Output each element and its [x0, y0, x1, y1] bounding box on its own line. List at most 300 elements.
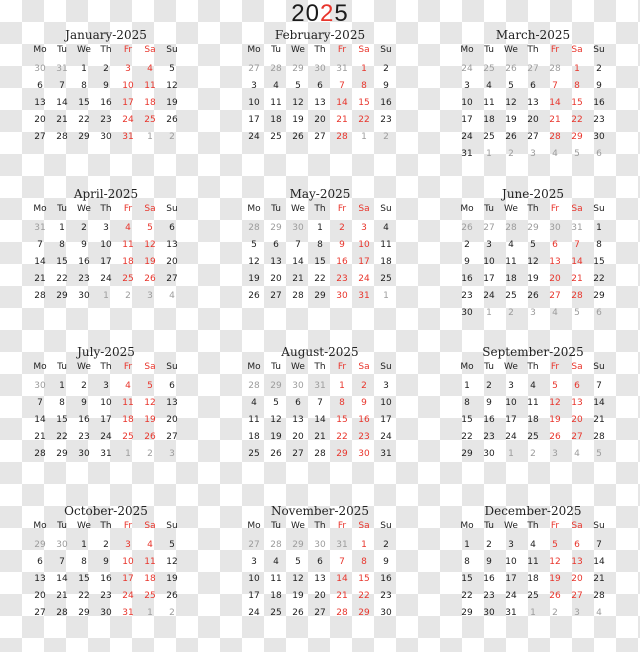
day-cell: 17: [358, 257, 370, 267]
day-cell: 6: [552, 240, 558, 250]
day-cell: 27: [34, 132, 46, 142]
day-cell: 15: [56, 415, 68, 425]
weekday-header: Sa: [358, 204, 370, 214]
day-cell: 26: [292, 132, 304, 142]
day-cell: 17: [100, 415, 112, 425]
day-cell: 22: [461, 591, 473, 601]
day-cell: 1: [147, 608, 153, 618]
weekday-header: Fr: [550, 362, 560, 372]
day-cell: 14: [593, 398, 605, 408]
day-cell: 30: [78, 291, 90, 301]
day-cell: 3: [103, 381, 109, 391]
weekday-header: Th: [100, 362, 112, 372]
month-title: March-2025: [495, 28, 571, 42]
day-cell: 2: [81, 381, 87, 391]
day-cell: 1: [361, 64, 367, 74]
day-cell: 1: [383, 291, 389, 301]
weekday-header: Tu: [271, 45, 281, 55]
day-cell: 28: [34, 449, 46, 459]
day-cell: 2: [103, 540, 109, 550]
month-title: August-2025: [281, 345, 359, 359]
day-cell: 29: [292, 64, 304, 74]
day-cell: 28: [505, 223, 517, 233]
year-digit-accent: 2: [319, 0, 335, 27]
day-cell: 27: [527, 132, 539, 142]
weekday-header: Sa: [144, 204, 156, 214]
day-cell: 27: [314, 608, 326, 618]
day-cell: 25: [270, 608, 282, 618]
day-cell: 10: [100, 240, 112, 250]
day-cell: 18: [527, 574, 539, 584]
day-cell: 11: [122, 240, 134, 250]
weekday-header: We: [77, 521, 91, 531]
weekday-header: Sa: [358, 521, 370, 531]
day-cell: 10: [505, 398, 517, 408]
day-cell: 11: [505, 257, 517, 267]
day-cell: 21: [593, 415, 605, 425]
day-cell: 5: [295, 81, 301, 91]
day-cell: 9: [81, 240, 87, 250]
day-cell: 19: [144, 415, 156, 425]
day-cell: 27: [571, 591, 583, 601]
day-cell: 4: [147, 540, 153, 550]
day-cell: 11: [270, 98, 282, 108]
day-cell: 18: [505, 274, 517, 284]
day-cell: 1: [464, 540, 470, 550]
day-cell: 12: [505, 98, 517, 108]
day-cell: 25: [144, 115, 156, 125]
day-cell: 28: [248, 381, 260, 391]
day-cell: 6: [574, 381, 580, 391]
day-cell: 24: [122, 115, 134, 125]
day-cell: 26: [505, 132, 517, 142]
day-cell: 6: [37, 557, 43, 567]
day-cell: 1: [486, 149, 492, 159]
day-cell: 27: [549, 291, 561, 301]
weekday-header: We: [77, 45, 91, 55]
day-cell: 29: [571, 132, 583, 142]
day-cell: 15: [336, 415, 348, 425]
weekday-header: Mo: [33, 45, 47, 55]
day-cell: 2: [530, 449, 536, 459]
weekday-header: Tu: [484, 521, 494, 531]
day-cell: 7: [295, 240, 301, 250]
day-cell: 30: [100, 132, 112, 142]
day-cell: 26: [505, 64, 517, 74]
day-cell: 12: [292, 98, 304, 108]
day-cell: 1: [574, 64, 580, 74]
month-title: December-2025: [484, 504, 582, 518]
day-cell: 9: [103, 81, 109, 91]
day-cell: 19: [549, 415, 561, 425]
weekday-header: We: [291, 204, 305, 214]
day-cell: 2: [486, 540, 492, 550]
day-cell: 19: [270, 432, 282, 442]
month-title: May-2025: [289, 187, 351, 201]
day-cell: 3: [552, 449, 558, 459]
weekday-header: Su: [380, 204, 392, 214]
day-cell: 30: [336, 291, 348, 301]
day-cell: 2: [383, 540, 389, 550]
day-cell: 26: [166, 115, 178, 125]
weekday-header: Tu: [484, 362, 494, 372]
day-cell: 7: [317, 398, 323, 408]
weekday-header: Sa: [358, 45, 370, 55]
weekday-header: Th: [527, 45, 539, 55]
day-cell: 6: [596, 308, 602, 318]
day-cell: 24: [122, 591, 134, 601]
day-cell: 19: [527, 274, 539, 284]
weekday-header: We: [291, 362, 305, 372]
weekday-header: Sa: [571, 521, 583, 531]
day-cell: 31: [122, 132, 134, 142]
day-cell: 30: [593, 132, 605, 142]
day-cell: 18: [527, 415, 539, 425]
day-cell: 15: [593, 257, 605, 267]
day-cell: 2: [169, 608, 175, 618]
day-cell: 28: [571, 291, 583, 301]
day-cell: 27: [166, 432, 178, 442]
day-cell: 7: [339, 557, 345, 567]
day-cell: 14: [314, 415, 326, 425]
day-cell: 5: [273, 398, 279, 408]
day-cell: 28: [270, 540, 282, 550]
day-cell: 9: [486, 398, 492, 408]
day-cell: 29: [461, 449, 473, 459]
day-cell: 15: [358, 574, 370, 584]
day-cell: 19: [292, 591, 304, 601]
day-cell: 7: [596, 540, 602, 550]
day-cell: 1: [81, 540, 87, 550]
day-cell: 6: [37, 81, 43, 91]
weekday-header: Tu: [484, 45, 494, 55]
day-cell: 6: [169, 223, 175, 233]
day-cell: 17: [248, 115, 260, 125]
day-cell: 19: [144, 257, 156, 267]
day-cell: 29: [78, 132, 90, 142]
day-cell: 31: [34, 223, 46, 233]
weekday-header: Th: [314, 45, 326, 55]
day-cell: 28: [270, 64, 282, 74]
day-cell: 22: [571, 115, 583, 125]
day-cell: 15: [358, 98, 370, 108]
day-cell: 23: [380, 115, 392, 125]
day-cell: 22: [78, 115, 90, 125]
day-cell: 1: [596, 223, 602, 233]
day-cell: 20: [571, 415, 583, 425]
day-cell: 29: [56, 449, 68, 459]
day-cell: 27: [270, 291, 282, 301]
weekday-header: Mo: [460, 204, 474, 214]
day-cell: 27: [34, 608, 46, 618]
day-cell: 14: [56, 98, 68, 108]
day-cell: 5: [169, 540, 175, 550]
month-calendar: [456, 185, 610, 335]
day-cell: 29: [292, 540, 304, 550]
day-cell: 19: [549, 574, 561, 584]
weekday-header: Mo: [247, 362, 261, 372]
day-cell: 3: [574, 608, 580, 618]
day-cell: 16: [78, 415, 90, 425]
day-cell: 2: [596, 64, 602, 74]
day-cell: 31: [314, 381, 326, 391]
weekday-header: Th: [527, 521, 539, 531]
weekday-header: Sa: [144, 362, 156, 372]
day-cell: 20: [314, 115, 326, 125]
day-cell: 3: [169, 449, 175, 459]
day-cell: 9: [361, 398, 367, 408]
month-calendar: [243, 343, 397, 493]
weekday-header: Th: [527, 204, 539, 214]
day-cell: 22: [336, 432, 348, 442]
month-calendar: [456, 343, 610, 493]
day-cell: 24: [380, 432, 392, 442]
day-cell: 17: [461, 115, 473, 125]
day-cell: 21: [549, 115, 561, 125]
day-cell: 26: [270, 449, 282, 459]
weekday-header: Fr: [337, 204, 347, 214]
day-cell: 29: [593, 291, 605, 301]
day-cell: 13: [34, 574, 46, 584]
day-cell: 26: [527, 291, 539, 301]
day-cell: 4: [552, 308, 558, 318]
weekday-header: Tu: [484, 204, 494, 214]
day-cell: 28: [593, 432, 605, 442]
day-cell: 4: [574, 449, 580, 459]
day-cell: 23: [78, 274, 90, 284]
day-cell: 28: [336, 132, 348, 142]
day-cell: 13: [166, 398, 178, 408]
day-cell: 25: [483, 132, 495, 142]
month-title: February-2025: [274, 28, 366, 42]
day-cell: 14: [34, 415, 46, 425]
day-cell: 6: [317, 81, 323, 91]
day-cell: 13: [549, 257, 561, 267]
day-cell: 17: [505, 415, 517, 425]
day-cell: 4: [486, 81, 492, 91]
day-cell: 23: [380, 591, 392, 601]
weekday-header: We: [77, 204, 91, 214]
day-cell: 31: [100, 449, 112, 459]
day-cell: 30: [34, 64, 46, 74]
weekday-header: We: [504, 521, 518, 531]
day-cell: 23: [483, 432, 495, 442]
day-cell: 12: [292, 574, 304, 584]
day-cell: 24: [483, 291, 495, 301]
day-cell: 26: [461, 223, 473, 233]
day-cell: 12: [270, 415, 282, 425]
day-cell: 31: [461, 149, 473, 159]
day-cell: 2: [383, 132, 389, 142]
day-cell: 3: [251, 557, 257, 567]
day-cell: 27: [166, 274, 178, 284]
day-cell: 25: [144, 591, 156, 601]
day-cell: 16: [483, 574, 495, 584]
day-cell: 15: [56, 257, 68, 267]
day-cell: 14: [56, 574, 68, 584]
day-cell: 4: [251, 398, 257, 408]
weekday-header: Fr: [550, 45, 560, 55]
day-cell: 11: [122, 398, 134, 408]
day-cell: 31: [56, 64, 68, 74]
day-cell: 28: [248, 223, 260, 233]
day-cell: 14: [336, 98, 348, 108]
day-cell: 6: [169, 381, 175, 391]
day-cell: 25: [122, 432, 134, 442]
day-cell: 2: [486, 381, 492, 391]
day-cell: 25: [527, 432, 539, 442]
month-title: July-2025: [77, 345, 135, 359]
day-cell: 30: [483, 449, 495, 459]
day-cell: 28: [56, 608, 68, 618]
day-cell: 31: [505, 608, 517, 618]
day-cell: 12: [248, 257, 260, 267]
year-digits-a: 20: [291, 0, 320, 27]
day-cell: 1: [361, 540, 367, 550]
weekday-header: Mo: [247, 204, 261, 214]
day-cell: 9: [383, 557, 389, 567]
day-cell: 6: [530, 81, 536, 91]
weekday-header: Mo: [247, 521, 261, 531]
day-cell: 23: [100, 115, 112, 125]
day-cell: 2: [125, 291, 131, 301]
day-cell: 12: [549, 557, 561, 567]
day-cell: 18: [144, 574, 156, 584]
day-cell: 8: [81, 557, 87, 567]
day-cell: 30: [56, 540, 68, 550]
day-cell: 10: [248, 574, 260, 584]
day-cell: 19: [292, 115, 304, 125]
day-cell: 5: [508, 81, 514, 91]
day-cell: 19: [248, 274, 260, 284]
month-calendar: [243, 26, 397, 176]
day-cell: 10: [122, 557, 134, 567]
day-cell: 17: [380, 415, 392, 425]
weekday-header: Sa: [144, 521, 156, 531]
day-cell: 7: [339, 81, 345, 91]
day-cell: 29: [56, 291, 68, 301]
weekday-header: Tu: [271, 362, 281, 372]
day-cell: 4: [530, 540, 536, 550]
day-cell: 29: [34, 540, 46, 550]
day-cell: 15: [314, 257, 326, 267]
day-cell: 30: [314, 64, 326, 74]
day-cell: 3: [508, 381, 514, 391]
day-cell: 21: [292, 274, 304, 284]
weekday-header: We: [77, 362, 91, 372]
month-calendar: [29, 343, 183, 493]
day-cell: 9: [464, 257, 470, 267]
day-cell: 16: [336, 257, 348, 267]
day-cell: 28: [314, 449, 326, 459]
day-cell: 10: [100, 398, 112, 408]
day-cell: 21: [34, 274, 46, 284]
day-cell: 1: [81, 64, 87, 74]
day-cell: 21: [571, 274, 583, 284]
day-cell: 20: [34, 591, 46, 601]
day-cell: 2: [508, 149, 514, 159]
weekday-header: Su: [593, 204, 605, 214]
day-cell: 11: [527, 398, 539, 408]
day-cell: 27: [314, 132, 326, 142]
day-cell: 24: [461, 132, 473, 142]
day-cell: 2: [169, 132, 175, 142]
day-cell: 15: [78, 574, 90, 584]
day-cell: 18: [144, 98, 156, 108]
day-cell: 23: [358, 432, 370, 442]
day-cell: 4: [125, 223, 131, 233]
day-cell: 2: [147, 449, 153, 459]
day-cell: 1: [147, 132, 153, 142]
day-cell: 16: [593, 98, 605, 108]
day-cell: 1: [59, 223, 65, 233]
day-cell: 30: [292, 381, 304, 391]
day-cell: 20: [270, 274, 282, 284]
day-cell: 27: [571, 432, 583, 442]
weekday-header: Su: [593, 362, 605, 372]
day-cell: 13: [571, 398, 583, 408]
weekday-header: Mo: [247, 45, 261, 55]
weekday-header: Th: [314, 521, 326, 531]
day-cell: 6: [574, 540, 580, 550]
day-cell: 30: [34, 381, 46, 391]
day-cell: 4: [169, 291, 175, 301]
day-cell: 2: [103, 64, 109, 74]
day-cell: 28: [34, 291, 46, 301]
month-title: January-2025: [65, 28, 147, 42]
month-title: April-2025: [73, 187, 139, 201]
day-cell: 18: [122, 415, 134, 425]
day-cell: 21: [56, 591, 68, 601]
day-cell: 23: [336, 274, 348, 284]
day-cell: 16: [78, 257, 90, 267]
day-cell: 12: [144, 240, 156, 250]
weekday-header: Mo: [460, 362, 474, 372]
day-cell: 3: [383, 381, 389, 391]
day-cell: 4: [147, 64, 153, 74]
day-cell: 17: [505, 574, 517, 584]
day-cell: 8: [464, 398, 470, 408]
day-cell: 3: [125, 540, 131, 550]
day-cell: 28: [549, 132, 561, 142]
day-cell: 2: [81, 223, 87, 233]
day-cell: 29: [527, 223, 539, 233]
day-cell: 16: [483, 415, 495, 425]
weekday-header: Tu: [271, 204, 281, 214]
day-cell: 22: [358, 115, 370, 125]
day-cell: 10: [483, 257, 495, 267]
day-cell: 12: [166, 557, 178, 567]
day-cell: 6: [596, 149, 602, 159]
month-calendar: [243, 185, 397, 335]
day-cell: 16: [100, 98, 112, 108]
day-cell: 7: [59, 557, 65, 567]
day-cell: 25: [122, 274, 134, 284]
day-cell: 2: [339, 223, 345, 233]
weekday-header: Th: [100, 521, 112, 531]
day-cell: 20: [34, 115, 46, 125]
day-cell: 18: [483, 115, 495, 125]
day-cell: 9: [339, 240, 345, 250]
day-cell: 25: [527, 591, 539, 601]
day-cell: 14: [34, 257, 46, 267]
day-cell: 25: [248, 449, 260, 459]
day-cell: 8: [361, 81, 367, 91]
weekday-header: Mo: [460, 521, 474, 531]
day-cell: 24: [248, 132, 260, 142]
day-cell: 1: [339, 381, 345, 391]
day-cell: 14: [292, 257, 304, 267]
